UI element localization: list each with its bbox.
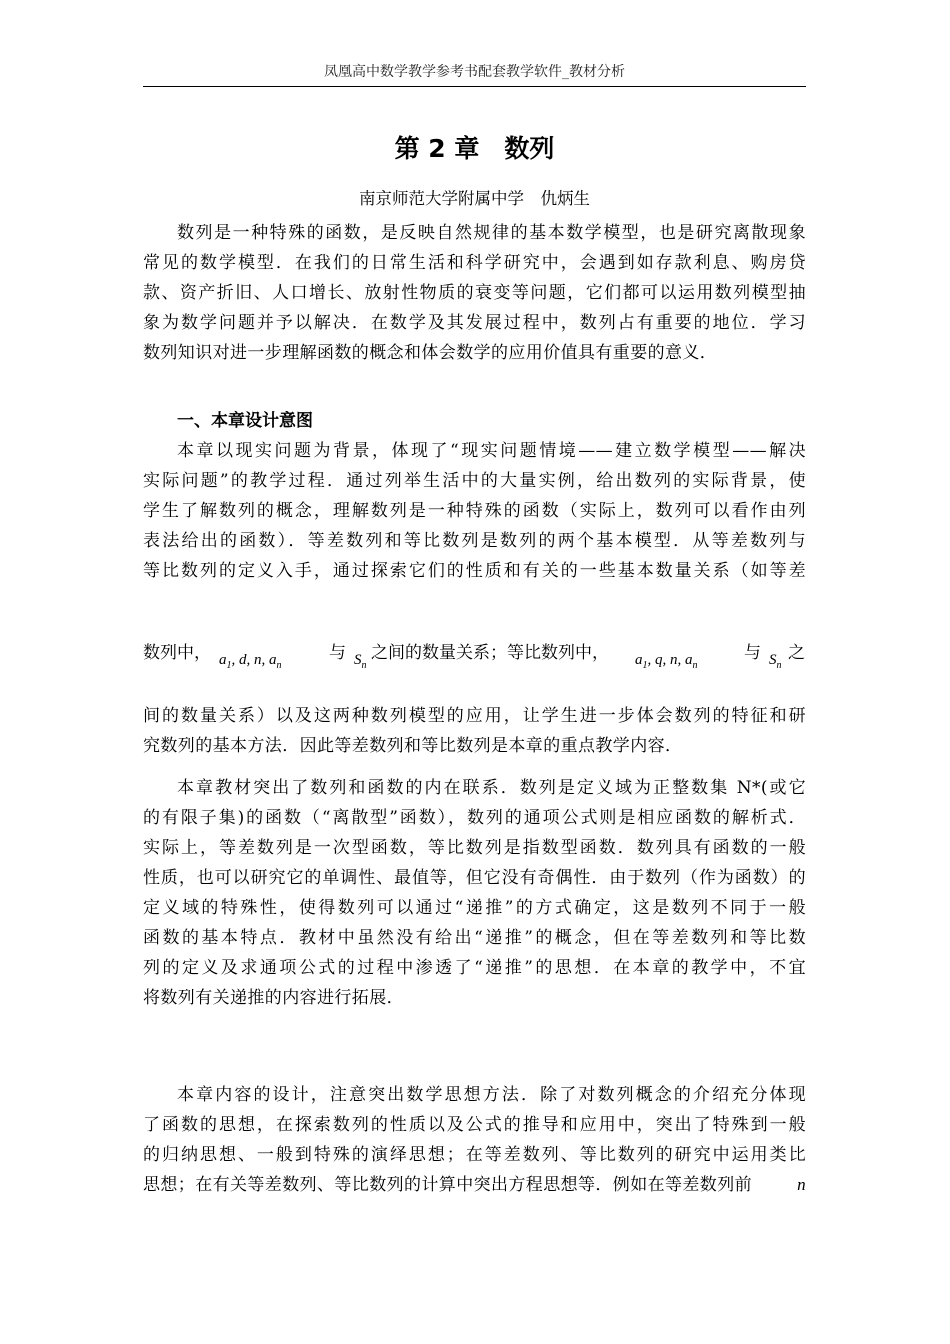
text-fragment: 之 xyxy=(788,643,805,663)
math-var: a xyxy=(635,652,643,668)
header-rule xyxy=(143,86,806,87)
text-line: 款、资产折旧、人口增长、放射性物质的衰变等问题，它们都可以运用数列模型抽 xyxy=(143,283,806,303)
text-line: 实际问题”的教学过程．通过列举生活中的大量实例，给出数列的实际背景，使 xyxy=(143,471,806,491)
text-line: 函数的基本特点．教材中虽然没有给出“递推”的概念，但在等差数列和等比数 xyxy=(143,928,806,948)
text-line: 了函数的思想，在探索数列的性质以及公式的推导和应用中，突出了特殊到一般 xyxy=(143,1115,806,1135)
author-line: 南京师范大学附属中学 仇炳生 xyxy=(359,189,590,208)
math-var: a xyxy=(269,652,277,668)
math-sub: 1 xyxy=(642,660,648,671)
text-fragment: 与 xyxy=(744,643,761,663)
math-var: n xyxy=(797,1175,806,1194)
text-fragment: 之间的数量关系；等比数列中， xyxy=(371,643,609,663)
chapter-title: 第 2 章 数列 xyxy=(394,134,555,163)
math-var: n xyxy=(670,652,678,668)
math-var: a xyxy=(219,652,227,668)
text-line: 性质，也可以研究它的单调性、最值等，但它没有奇偶性．由于数列（作为函数）的 xyxy=(143,868,806,888)
math-var: n xyxy=(254,652,262,668)
math-var: d xyxy=(239,652,247,668)
math-var: S xyxy=(354,652,362,668)
text-fragment: 数列中， xyxy=(143,643,211,663)
text-line: 列的定义及求通项公式的过程中渗透了“递推”的思想．在本章的教学中，不宜 xyxy=(143,958,806,978)
text-line: 数列是一种特殊的函数，是反映自然规律的基本数学模型，也是研究离散现象 xyxy=(177,223,806,243)
text-fragment: 思想；在有关等差数列、等比数列的计算中突出方程思想等．例如在等差数列前 xyxy=(143,1175,752,1195)
text-line xyxy=(143,1170,806,1200)
section-heading: 一、本章设计意图 xyxy=(177,411,313,431)
text-line: 数列知识对进一步理解函数的概念和体会数学的应用价值具有重要的意义． xyxy=(143,343,718,363)
text-line: 间的数量关系）以及这两种数列模型的应用，让学生进一步体会数列的特征和研 xyxy=(143,706,806,726)
text-line: 究数列的基本方法．因此等差数列和等比数列是本章的重点教学内容． xyxy=(143,736,683,756)
math-sub: n xyxy=(692,660,698,671)
math-var: S xyxy=(769,652,777,668)
paragraph-function-link xyxy=(143,773,806,1013)
text-line: 象为数学问题并予以解决．在数学及其发展过程中，数列占有重要的地位．学习 xyxy=(143,313,806,333)
math-expression-arithmetic: $a_1$, d, n, $a_n$ xyxy=(219,652,282,671)
math-sub: n xyxy=(276,660,282,671)
math-sub: n xyxy=(776,660,782,671)
math-sum xyxy=(354,652,367,671)
text-line: 本章以现实问题为背景，体现了“现实问题情境——建立数学模型——解决 xyxy=(177,441,806,461)
paragraph-design-intent-cont xyxy=(143,701,806,761)
text-line: 的有限子集)的函数（“离散型”函数），数列的通项公式则是相应函数的解析式． xyxy=(143,808,806,828)
text-line: 学生了解数列的概念，理解数列是一种特殊的函数（实际上，数列可以看作由列 xyxy=(143,501,806,521)
math-sum xyxy=(769,652,782,671)
math-sub: n xyxy=(361,660,367,671)
paragraph-design-intent xyxy=(143,436,806,586)
text-line: 将数列有关递推的内容进行拓展． xyxy=(143,988,404,1008)
text-line: 常见的数学模型．在我们的日常生活和科学研究中，会遇到如存款利息、购房贷 xyxy=(143,253,806,273)
paragraph-intro xyxy=(143,218,806,368)
text-line: 的归纳思想、一般到特殊的演绎思想；在等差数列、等比数列的研究中运用类比 xyxy=(143,1145,806,1165)
text-fragment: 与 xyxy=(329,643,346,663)
math-var: a xyxy=(685,652,693,668)
math-sub: 1 xyxy=(226,660,232,671)
text-line: 表法给出的函数）．等差数列和等比数列是数列的两个基本模型．从等差数列与 xyxy=(143,531,806,551)
math-var: q xyxy=(655,652,663,668)
formula-line xyxy=(143,636,806,680)
text-line: 本章内容的设计，注意突出数学思想方法．除了对数列概念的介绍充分体现 xyxy=(177,1085,806,1105)
text-line: 定义域的特殊性，使得数列可以通过“递推”的方式确定，这是数列不同于一般 xyxy=(143,898,806,918)
text-line: 实际上，等差数列是一次型函数，等比数列是指数型函数．数列具有函数的一般 xyxy=(143,838,806,858)
text-line: 等比数列的定义入手，通过探索它们的性质和有关的一些基本数量关系（如等差 xyxy=(143,561,806,581)
paragraph-methods xyxy=(143,1080,806,1200)
page-header: 凤凰高中数学教学参考书配套教学软件_教材分析 xyxy=(324,64,625,80)
math-expression-geometric: $a_1$, q, n, $a_n$ xyxy=(635,652,698,671)
text-line: 本章教材突出了数列和函数的内在联系．数列是定义域为正整数集 N*(或它 xyxy=(177,778,806,798)
